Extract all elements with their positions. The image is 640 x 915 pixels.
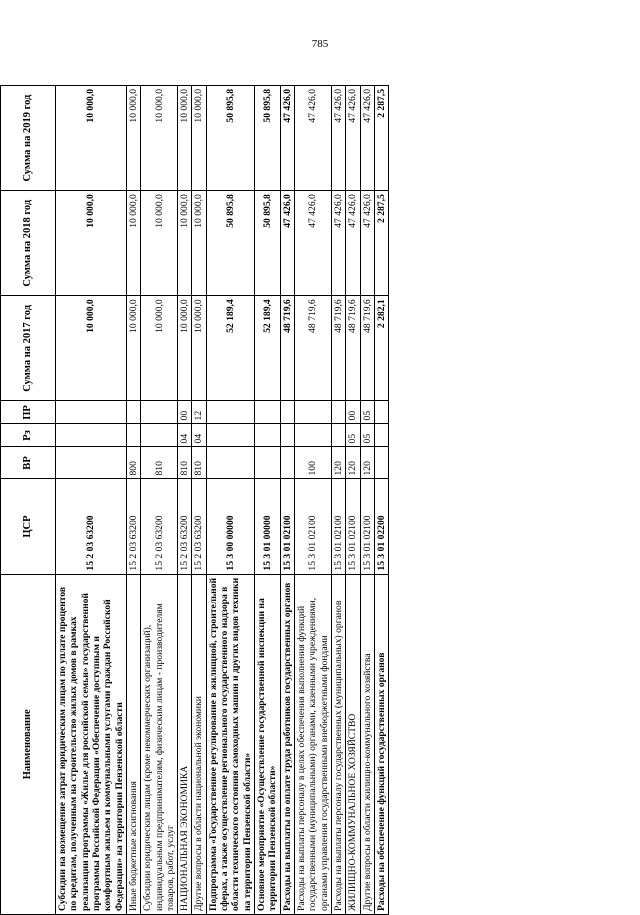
header-csr: ЦСР (1, 479, 56, 574)
cell-rz (56, 424, 127, 447)
cell-sum-2018: 47 426,0 (346, 191, 360, 296)
cell-name: Другие вопросы в области национальной экономики (192, 574, 206, 914)
cell-rz: 05 (346, 424, 360, 447)
cell-sum-2019: 10 000,0 (126, 86, 140, 191)
header-rz: Рз (1, 424, 56, 447)
cell-csr: 15 3 01 02100 (331, 479, 345, 574)
cell-pr (374, 401, 388, 424)
cell-rz (126, 424, 140, 447)
cell-sum-2017: 48 719,6 (331, 296, 345, 401)
table-row (346, 86, 360, 915)
cell-pr (56, 401, 127, 424)
cell-sum-2018: 10 000,0 (126, 191, 140, 296)
cell-name: Расходы на выплаты персоналу в целях обеспечения выполнения функций государственными (муниципальными) органами, казенными учреждениями, органами управления государственными внебюджетными фондами (294, 574, 331, 914)
cell-sum-2017: 10 000,0 (141, 296, 178, 401)
table-body (56, 86, 389, 915)
header-name: Наименование (1, 574, 56, 914)
cell-rz (206, 424, 254, 447)
cell-sum-2017: 48 719,6 (346, 296, 360, 401)
cell-sum-2019: 47 426,0 (294, 86, 331, 191)
cell-pr: 05 (360, 401, 374, 424)
table-row (255, 86, 281, 915)
cell-csr: 15 3 01 02100 (294, 479, 331, 574)
cell-pr (280, 401, 294, 424)
table-row (294, 86, 331, 915)
table-row (178, 86, 192, 915)
cell-sum-2018: 10 000,0 (56, 191, 127, 296)
cell-name: Расходы на выплаты персоналу государственных (муниципальных) органов (331, 574, 345, 914)
cell-name: Подпрограмма «Государственное регулирование в жилищной, строительной сферах, а также осуществление регионального государственного надзора в области технического состояния самоходных машин и других видов техники на территории Пензенской области» (206, 574, 254, 914)
cell-csr: 15 2 03 63200 (126, 479, 140, 574)
cell-name: Иные бюджетные ассигнования (126, 574, 140, 914)
cell-sum-2018: 47 426,0 (294, 191, 331, 296)
cell-sum-2019: 47 426,0 (331, 86, 345, 191)
cell-name: Расходы на выплаты по оплате труда работников государственных органов (280, 574, 294, 914)
cell-sum-2019: 2 287,5 (374, 86, 388, 191)
cell-csr: 15 2 03 63200 (141, 479, 178, 574)
cell-sum-2019: 50 895,8 (206, 86, 254, 191)
cell-sum-2017: 52 189,4 (206, 296, 254, 401)
cell-sum-2018: 47 426,0 (331, 191, 345, 296)
cell-sum-2017: 10 000,0 (178, 296, 192, 401)
cell-rz: 04 (192, 424, 206, 447)
cell-csr: 15 3 01 00000 (255, 479, 281, 574)
cell-vr: 100 (294, 447, 331, 479)
cell-sum-2017: 10 000,0 (192, 296, 206, 401)
cell-pr (126, 401, 140, 424)
cell-name: Основное мероприятие «Осуществление государственной инспекции на территории Пензенской области» (255, 574, 281, 914)
cell-sum-2018: 10 000,0 (178, 191, 192, 296)
table-row (56, 86, 127, 915)
cell-sum-2019: 10 000,0 (178, 86, 192, 191)
cell-name: Субсидии юридическим лицам (кроме некоммерческих организаций), индивидуальным предпринимателям, физическим лицам - производителям товаров, работ, услуг (141, 574, 178, 914)
cell-sum-2019: 47 426,0 (346, 86, 360, 191)
cell-vr: 800 (126, 447, 140, 479)
cell-csr: 15 3 00 00000 (206, 479, 254, 574)
table-row (141, 86, 178, 915)
cell-sum-2018: 50 895,8 (255, 191, 281, 296)
table-row (280, 86, 294, 915)
cell-vr: 120 (331, 447, 345, 479)
rotated-table-container (0, 85, 540, 915)
cell-rz (255, 424, 281, 447)
cell-csr: 15 3 01 02100 (346, 479, 360, 574)
cell-rz: 04 (178, 424, 192, 447)
cell-csr: 15 2 03 63200 (178, 479, 192, 574)
cell-rz (294, 424, 331, 447)
cell-rz: 05 (360, 424, 374, 447)
header-sum-2017: Сумма на 2017 год (1, 296, 56, 401)
cell-sum-2019: 10 000,0 (56, 86, 127, 191)
table-row (206, 86, 254, 915)
cell-sum-2019: 10 000,0 (192, 86, 206, 191)
cell-name: Субсидии на возмещение затрат юридическим лицам по уплате процентов по кредитам, полученным на строительство жилых домов в рамках реализации программы «Жилье для российской семьи» государственной программы Российской Федерации «Обеспечение доступным и комфортным жильем и коммунальными услугами граждан Российской Федерации» на территории Пензенской области (56, 574, 127, 914)
cell-sum-2018: 2 287,5 (374, 191, 388, 296)
cell-sum-2017: 10 000,0 (126, 296, 140, 401)
cell-csr: 15 2 03 63200 (192, 479, 206, 574)
cell-rz (331, 424, 345, 447)
cell-csr: 15 2 03 63200 (56, 479, 127, 574)
table-row (192, 86, 206, 915)
cell-sum-2017: 48 719,6 (360, 296, 374, 401)
cell-csr: 15 3 01 02100 (280, 479, 294, 574)
cell-sum-2017: 48 719,6 (280, 296, 294, 401)
cell-vr (206, 447, 254, 479)
cell-rz (141, 424, 178, 447)
cell-csr: 15 3 01 02100 (360, 479, 374, 574)
table-header-row (1, 86, 56, 915)
cell-name: Другие вопросы в области жилищно-коммунального хозяйства (360, 574, 374, 914)
cell-sum-2019: 47 426,0 (280, 86, 294, 191)
cell-vr (374, 447, 388, 479)
cell-sum-2018: 47 426,0 (360, 191, 374, 296)
cell-sum-2018: 50 895,8 (206, 191, 254, 296)
table-row (126, 86, 140, 915)
cell-vr: 810 (192, 447, 206, 479)
cell-sum-2017: 48 719,6 (294, 296, 331, 401)
cell-sum-2017: 10 000,0 (56, 296, 127, 401)
cell-pr: 12 (192, 401, 206, 424)
table-row (331, 86, 345, 915)
table-row (374, 86, 388, 915)
cell-vr: 120 (360, 447, 374, 479)
header-vr: ВР (1, 447, 56, 479)
cell-pr (206, 401, 254, 424)
cell-sum-2018: 47 426,0 (280, 191, 294, 296)
cell-sum-2019: 50 895,8 (255, 86, 281, 191)
cell-sum-2019: 10 000,0 (141, 86, 178, 191)
cell-pr: 00 (178, 401, 192, 424)
cell-pr (294, 401, 331, 424)
cell-name: ЖИЛИЩНО-КОММУНАЛЬНОЕ ХОЗЯЙСТВО (346, 574, 360, 914)
cell-pr (331, 401, 345, 424)
cell-vr: 810 (141, 447, 178, 479)
table-row (360, 86, 374, 915)
cell-vr (56, 447, 127, 479)
budget-table (0, 85, 389, 915)
page-number: 785 (311, 38, 329, 50)
cell-name: НАЦИОНАЛЬНАЯ ЭКОНОМИКА (178, 574, 192, 914)
header-sum-2018: Сумма на 2018 год (1, 191, 56, 296)
cell-vr (255, 447, 281, 479)
header-pr: ПР (1, 401, 56, 424)
cell-vr: 120 (346, 447, 360, 479)
cell-sum-2017: 52 189,4 (255, 296, 281, 401)
cell-vr (280, 447, 294, 479)
cell-rz (280, 424, 294, 447)
cell-vr: 810 (178, 447, 192, 479)
header-sum-2019: Сумма на 2019 год (1, 86, 56, 191)
cell-csr: 15 3 01 02200 (374, 479, 388, 574)
cell-pr (141, 401, 178, 424)
cell-pr (255, 401, 281, 424)
cell-sum-2018: 10 000,0 (192, 191, 206, 296)
cell-sum-2018: 10 000,0 (141, 191, 178, 296)
cell-name: Расходы на обеспечение функций государственных органов (374, 574, 388, 914)
cell-rz (374, 424, 388, 447)
cell-sum-2017: 2 282,1 (374, 296, 388, 401)
cell-sum-2019: 47 426,0 (360, 86, 374, 191)
cell-pr: 00 (346, 401, 360, 424)
